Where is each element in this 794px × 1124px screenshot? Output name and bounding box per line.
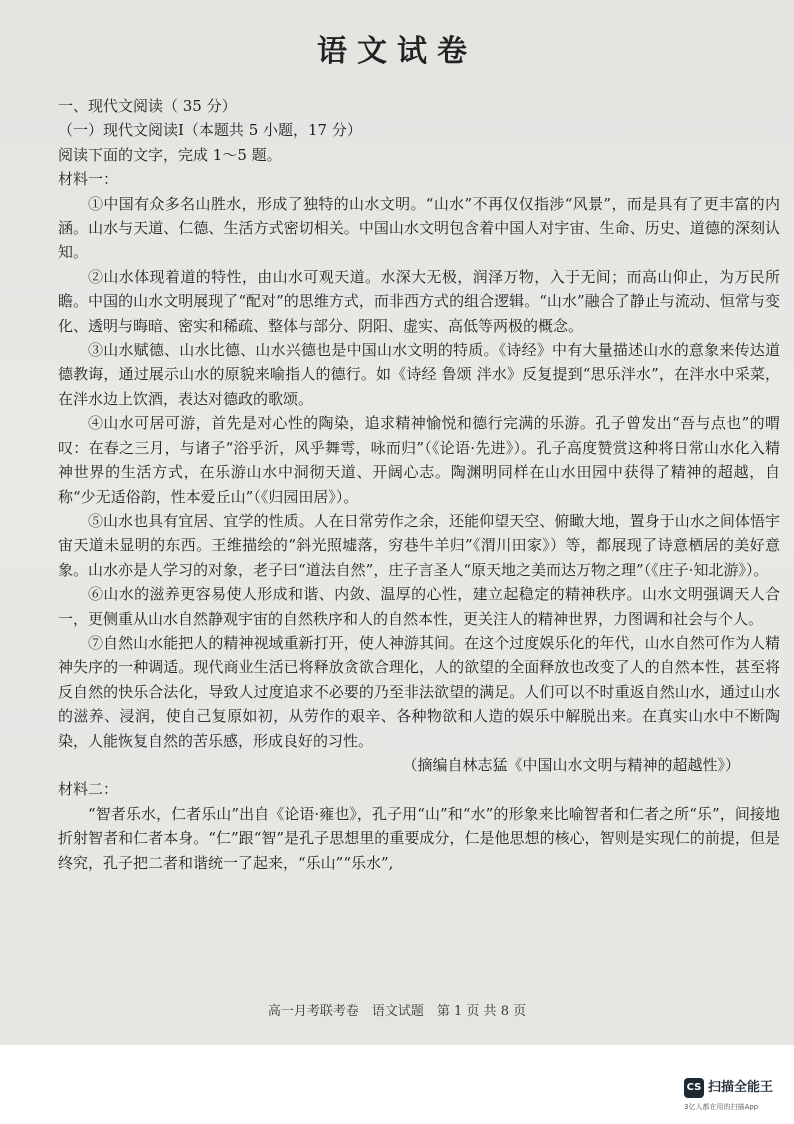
paragraph-5: ⑤山水也具有宜居、宜学的性质。人在日常劳作之余，还能仰望天空、俯瞰大地，置身于山水之间体悟宇宙天道未显明的东西。王维描绘的“斜光照墟落，穷巷牛羊归”《渭川田家》）等，都展现了诗意栖居的美好意象。山水亦是人学习的对象，老子曰“道法自然”，庄子言圣人“原天地之美而达万物之理”（《庄子·知北游》）。 (58, 511, 780, 579)
paragraph-4: ④山水可居可游，首先是对心性的陶染，追求精神愉悦和德行完满的乐游。孔子曾发出“吾与点也”的喟叹：在春之三月，与诸子“浴乎沂，风乎舞雩，咏而归”（《论语·先进》）。孔子高度赞赏这种将日常山水化入精神世界的生活方式，在乐游山水中洞彻天道、开阔心志。陶渊明同样在山水田园中获得了精神的超越，自称“少无适俗韵，性本爱丘山”（《归园田居》）。 (58, 414, 780, 506)
material-two-label: 材料二： (58, 780, 119, 799)
page-footer: 高一月考联考卷 语文试题 第 1 页 共 8 页 (267, 1004, 527, 1019)
brand-name: 扫描全能王 (708, 1080, 774, 1095)
paragraph-6: ⑥山水的滋养更容易使人形成和谐、内敛、温厚的心性，建立起稳定的精神秩序。山水文明强调天人合一，更侧重从山水自然静观宇宙的自然秩序和人的自然本性，更关注人的精神世界，力图调和社会与个人。 (58, 585, 780, 628)
subsection-heading: （一）现代文阅读Ⅰ（本题共 5 小题，17 分） (58, 121, 362, 140)
scanner-watermark (684, 1078, 794, 1118)
section-heading: 一、现代文阅读（ 35 分） (58, 97, 237, 115)
camscanner-logo-icon: CS (684, 1078, 704, 1098)
material-two-text: “智者乐水，仁者乐山”出自《论语·雍也》，孔子用“山”和“水”的形象来比喻智者和仁者之所“乐”，间接地折射智者和仁者本身。“仁”跟“智”是孔子思想里的重要成分，仁是他思想的核心，智则是实现仁的前提，但是终究，孔子把二者和谐统一了起来，“乐山”“乐水”, (58, 804, 780, 872)
exam-content (58, 94, 780, 875)
brand-tagline: 3亿人都在用的扫描App (684, 1103, 759, 1111)
paragraph-7: ⑦自然山水能把人的精神视域重新打开，使人神游其间。在这个过度娱乐化的年代，山水自然可作为人精神失序的一种调适。现代商业生活已将释放贪欲合理化，人的欲望的全面释放也改变了人的自然本性，甚至将反自然的快乐合法化，导致人过度追求不必要的乃至非法欲望的满足。人们可以不时重返自然山水，通过山水的滋养、浸润，使自己复原如初，从劳作的艰辛、各种物欲和人造的娱乐中解脱出来。在真实山水中不断陶染，人能恢复自然的苦乐感，形成良好的习性。 (58, 633, 780, 750)
paragraph-3: ③山水赋德、山水比德、山水兴德也是中国山水文明的特质。《诗经》中有大量描述山水的意象来传达道德教诲，通过展示山水的原貌来喻指人的德行。如《诗经 鲁颂 泮水》反复提到“思乐泮水”，在泮水中采菜，在泮水边上饮酒，表达对德政的歌颂。 (58, 341, 780, 408)
source-citation: （摘编自林志猛《中国山水文明与精神的超越性》） (402, 755, 740, 774)
material-one-label: 材料一： (58, 170, 119, 189)
paragraph-2: ②山水体现着道的特性，由山水可观天道。水深大无极，润泽万物，入于无间；而高山仰止，为万民所瞻。中国的山水文明展现了“配对”的思维方式，而非西方式的组合逻辑。“山水”融合了静止与流动、恒常与变化、透明与晦暗、密实和稀疏、整体与部分、阴阳、虚实、高低等两极的概念。 (58, 267, 780, 335)
instruction-text: 阅读下面的文字，完成 1～5 题。 (58, 145, 282, 164)
page-title: 语文试卷 (317, 34, 477, 69)
paragraph-1: ①中国有众多名山胜水，形成了独特的山水文明。“山水”不再仅仅指涉“风景”，而是具有了更丰富的内涵。山水与天道、仁德、生活方式密切相关。中国山水文明包含着中国人对宇宙、生命、历史、道德的深刻认知。 (58, 194, 780, 262)
